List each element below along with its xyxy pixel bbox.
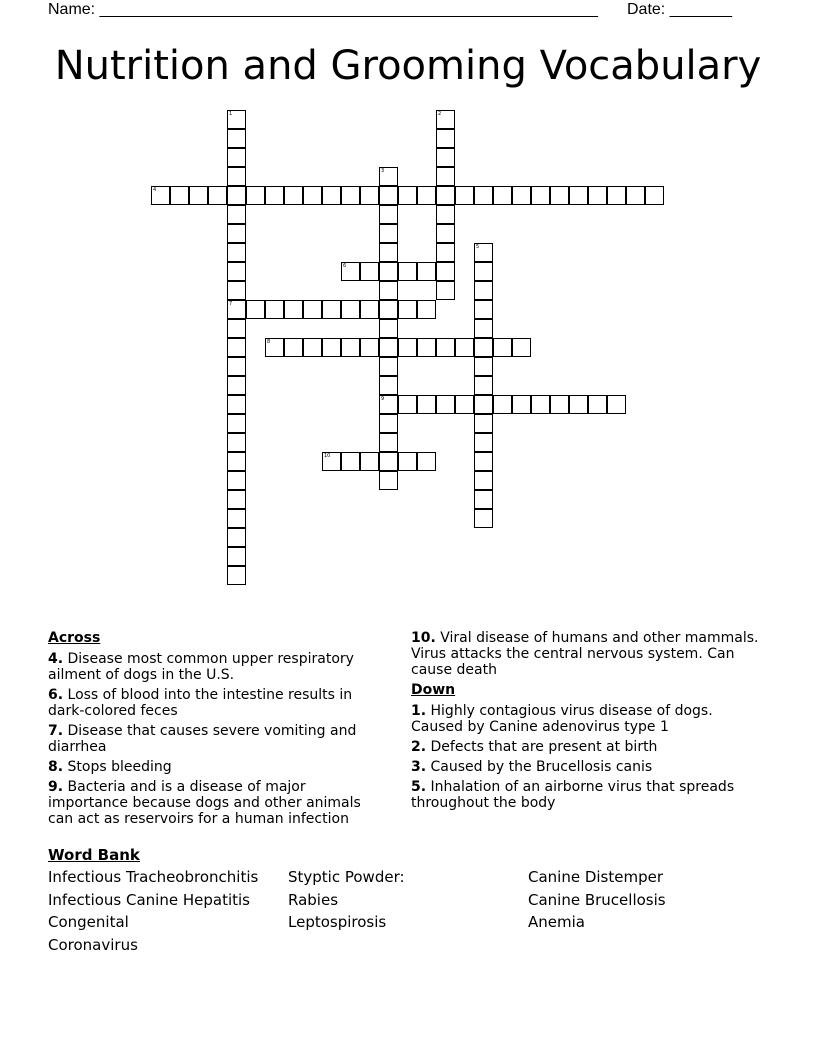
crossword-cell[interactable] (474, 281, 493, 300)
crossword-cell[interactable] (227, 224, 246, 243)
crossword-cell[interactable] (322, 338, 341, 357)
clue-across-6: 6. Loss of blood into the intestine results in dark-colored feces (48, 687, 353, 719)
word-bank-list (48, 868, 768, 954)
clue-down-3: 3. Caused by the Brucellosis canis (411, 759, 653, 775)
crossword-cell[interactable] (379, 186, 398, 205)
crossword-cell[interactable] (379, 224, 398, 243)
crossword-cell[interactable] (474, 338, 493, 357)
crossword-cell[interactable] (227, 414, 246, 433)
word-bank-item: Leptospirosis (288, 913, 387, 931)
crossword-cell[interactable] (474, 243, 493, 262)
crossword-cell[interactable] (322, 300, 341, 319)
crossword-cell[interactable] (379, 471, 398, 490)
crossword-cell[interactable] (227, 148, 246, 167)
crossword-cell[interactable] (227, 319, 246, 338)
clue-number: 8 (267, 339, 271, 345)
crossword-cell[interactable] (360, 452, 379, 471)
crossword-cell[interactable] (512, 395, 531, 414)
clue-across-9: 9. Bacteria and is a disease of major importance because dogs and other animals can act as reservoirs for a human infection (48, 779, 361, 827)
crossword-cell[interactable] (474, 262, 493, 281)
crossword-cell[interactable] (474, 471, 493, 490)
crossword-cell[interactable] (626, 186, 645, 205)
crossword-cell[interactable] (379, 167, 398, 186)
crossword-cell[interactable] (227, 262, 246, 281)
crossword-cell[interactable] (227, 376, 246, 395)
crossword-cell[interactable] (493, 395, 512, 414)
word-bank-item: Rabies (288, 890, 339, 909)
crossword-cell[interactable] (379, 300, 398, 319)
crossword-cell[interactable] (493, 186, 512, 205)
clue-number: 6 (343, 263, 347, 269)
crossword-cell[interactable] (322, 452, 341, 471)
word-bank-item: Congenital (48, 913, 129, 931)
crossword-cell[interactable] (436, 186, 455, 205)
crossword-cell[interactable] (588, 395, 607, 414)
crossword-cell[interactable] (341, 452, 360, 471)
crossword-cell[interactable] (341, 300, 360, 319)
clue-number: 10 (324, 453, 331, 459)
word-bank-item: Canine Distemper (528, 868, 664, 886)
crossword-cell[interactable] (303, 186, 322, 205)
crossword-cell[interactable] (284, 186, 303, 205)
crossword-cell[interactable] (417, 186, 436, 205)
clue-down-5: 5. Inhalation of an airborne virus that spreads throughout the body (411, 779, 735, 811)
crossword-cell[interactable] (265, 186, 284, 205)
crossword-cell[interactable] (227, 528, 246, 547)
crossword-cell[interactable] (227, 186, 246, 205)
word-bank-item: Infectious Canine Hepatitis (48, 890, 250, 909)
clue-number: 4 (153, 187, 157, 193)
crossword-cell[interactable] (474, 433, 493, 452)
clue-number: 1 (229, 111, 233, 117)
crossword-cell[interactable] (379, 205, 398, 224)
crossword-cell[interactable] (455, 186, 474, 205)
crossword-cell[interactable] (607, 186, 626, 205)
crossword-cell[interactable] (227, 205, 246, 224)
crossword-cell[interactable] (265, 338, 284, 357)
crossword-cell[interactable] (379, 376, 398, 395)
crossword-cell[interactable] (227, 167, 246, 186)
word-bank-item: Infectious Tracheobronchitis (48, 868, 259, 886)
crossword-cell[interactable] (227, 433, 246, 452)
crossword-cell[interactable] (227, 490, 246, 509)
crossword-cell[interactable] (455, 395, 474, 414)
crossword-cell[interactable] (474, 376, 493, 395)
crossword-cell[interactable] (436, 281, 455, 300)
word-bank-item: Styptic Powder: (288, 868, 405, 886)
crossword-cell[interactable] (398, 452, 417, 471)
crossword-cell[interactable] (303, 300, 322, 319)
crossword-cell[interactable] (550, 395, 569, 414)
crossword-cell[interactable] (474, 395, 493, 414)
crossword-cell[interactable] (436, 205, 455, 224)
crossword-cell[interactable] (379, 243, 398, 262)
clue-across-4: 4. Disease most common upper respiratory ailment of dogs in the U.S. (48, 651, 354, 683)
crossword-cell[interactable] (417, 262, 436, 281)
clue-across-10: 10. Viral disease of humans and other mammals. Virus attacks the central nervous system. Can cause death (411, 630, 759, 678)
crossword-cell[interactable] (303, 338, 322, 357)
crossword-cell[interactable] (227, 129, 246, 148)
crossword-cell[interactable] (341, 262, 360, 281)
crossword-cell[interactable] (265, 300, 284, 319)
crossword-cell[interactable] (436, 167, 455, 186)
word-bank-item: Anemia (528, 913, 585, 931)
crossword-cell[interactable] (208, 186, 227, 205)
crossword-cell[interactable] (398, 186, 417, 205)
crossword-cell[interactable] (227, 281, 246, 300)
down-heading: Down (411, 682, 456, 698)
crossword-cell[interactable] (436, 148, 455, 167)
word-bank-item: Canine Brucellosis (528, 890, 666, 909)
crossword-cell[interactable] (379, 262, 398, 281)
crossword-cell[interactable] (227, 452, 246, 471)
crossword-cell[interactable] (379, 433, 398, 452)
crossword-cell[interactable] (284, 338, 303, 357)
crossword-cell[interactable] (474, 319, 493, 338)
word-bank-heading: Word Bank (48, 846, 140, 864)
crossword-cell[interactable] (341, 338, 360, 357)
across-heading: Across (48, 630, 101, 646)
crossword-cell[interactable] (512, 338, 531, 357)
crossword-cell[interactable] (436, 110, 455, 129)
crossword-cell[interactable] (436, 395, 455, 414)
word-bank-item: Coronavirus (48, 935, 138, 954)
crossword-cell[interactable] (417, 338, 436, 357)
crossword-cell[interactable] (379, 281, 398, 300)
crossword-cell[interactable] (550, 186, 569, 205)
crossword-cell[interactable] (474, 300, 493, 319)
crossword-cell[interactable] (360, 186, 379, 205)
crossword-cell[interactable] (417, 300, 436, 319)
crossword-cell[interactable] (227, 110, 246, 129)
crossword-cell[interactable] (227, 243, 246, 262)
crossword-cell[interactable] (170, 186, 189, 205)
date-field-label[interactable]: Date: _______ (627, 1, 732, 18)
clue-number: 2 (438, 111, 442, 117)
crossword-cell[interactable] (227, 471, 246, 490)
crossword-cell[interactable] (341, 186, 360, 205)
crossword-cell[interactable] (379, 338, 398, 357)
crossword-cell[interactable] (569, 395, 588, 414)
word-bank (48, 846, 768, 954)
crossword-cell[interactable] (455, 338, 474, 357)
clue-number: 3 (381, 168, 385, 174)
crossword-cell[interactable] (360, 262, 379, 281)
crossword-cell[interactable] (379, 395, 398, 414)
crossword-cell[interactable] (531, 186, 550, 205)
crossword-cell[interactable] (512, 186, 531, 205)
crossword-cell[interactable] (227, 509, 246, 528)
crossword-cell[interactable] (569, 186, 588, 205)
crossword-cell[interactable] (645, 186, 664, 205)
crossword-cell[interactable] (227, 566, 246, 585)
clue-across-8: 8. Stops bleeding (48, 759, 172, 775)
crossword-cell[interactable] (398, 338, 417, 357)
page-title: Nutrition and Grooming Vocabulary (54, 43, 762, 89)
crossword-cell[interactable] (284, 300, 303, 319)
crossword-cell[interactable] (531, 395, 550, 414)
crossword-cell[interactable] (246, 300, 265, 319)
clue-number: 5 (476, 244, 480, 250)
crossword-cell[interactable] (227, 300, 246, 319)
crossword-cell[interactable] (474, 509, 493, 528)
clue-down-2: 2. Defects that are present at birth (411, 739, 658, 755)
crossword-cell[interactable] (322, 186, 341, 205)
crossword-cell[interactable] (189, 186, 208, 205)
clue-across-7: 7. Disease that causes severe vomiting and diarrhea (48, 723, 357, 755)
crossword-cell[interactable] (246, 186, 265, 205)
crossword-cell[interactable] (151, 186, 170, 205)
clues-column-right (411, 630, 761, 815)
clue-number: 7 (229, 301, 233, 307)
crossword-cell[interactable] (436, 243, 455, 262)
crossword-cell[interactable] (436, 262, 455, 281)
crossword-cell[interactable] (474, 490, 493, 509)
crossword-cell[interactable] (436, 338, 455, 357)
crossword-cell[interactable] (227, 338, 246, 357)
crossword-cell[interactable] (417, 452, 436, 471)
crossword-cell[interactable] (474, 357, 493, 376)
clue-down-1: 1. Highly contagious virus disease of dogs. Caused by Canine adenovirus type 1 (411, 703, 713, 735)
clues-column-left (48, 630, 383, 831)
crossword-cell[interactable] (493, 338, 512, 357)
name-field-label[interactable]: Name: ________________________________________________________ (48, 1, 598, 18)
clue-number: 9 (381, 396, 385, 402)
crossword-cell[interactable] (227, 395, 246, 414)
crossword-cell[interactable] (417, 395, 436, 414)
crossword-cell[interactable] (436, 224, 455, 243)
crossword-cell[interactable] (474, 414, 493, 433)
crossword-cell[interactable] (360, 300, 379, 319)
crossword-cell[interactable] (474, 452, 493, 471)
crossword-cell[interactable] (436, 129, 455, 148)
crossword-cell[interactable] (398, 395, 417, 414)
crossword-cell[interactable] (360, 338, 379, 357)
crossword-cell[interactable] (379, 452, 398, 471)
crossword-cell[interactable] (227, 547, 246, 566)
crossword-cell[interactable] (474, 186, 493, 205)
crossword-cell[interactable] (607, 395, 626, 414)
crossword-cell[interactable] (379, 319, 398, 338)
crossword-cell[interactable] (379, 414, 398, 433)
crossword-cell[interactable] (398, 300, 417, 319)
crossword-cell[interactable] (227, 357, 246, 376)
crossword-cell[interactable] (379, 357, 398, 376)
crossword-cell[interactable] (398, 262, 417, 281)
crossword-cell[interactable] (588, 186, 607, 205)
